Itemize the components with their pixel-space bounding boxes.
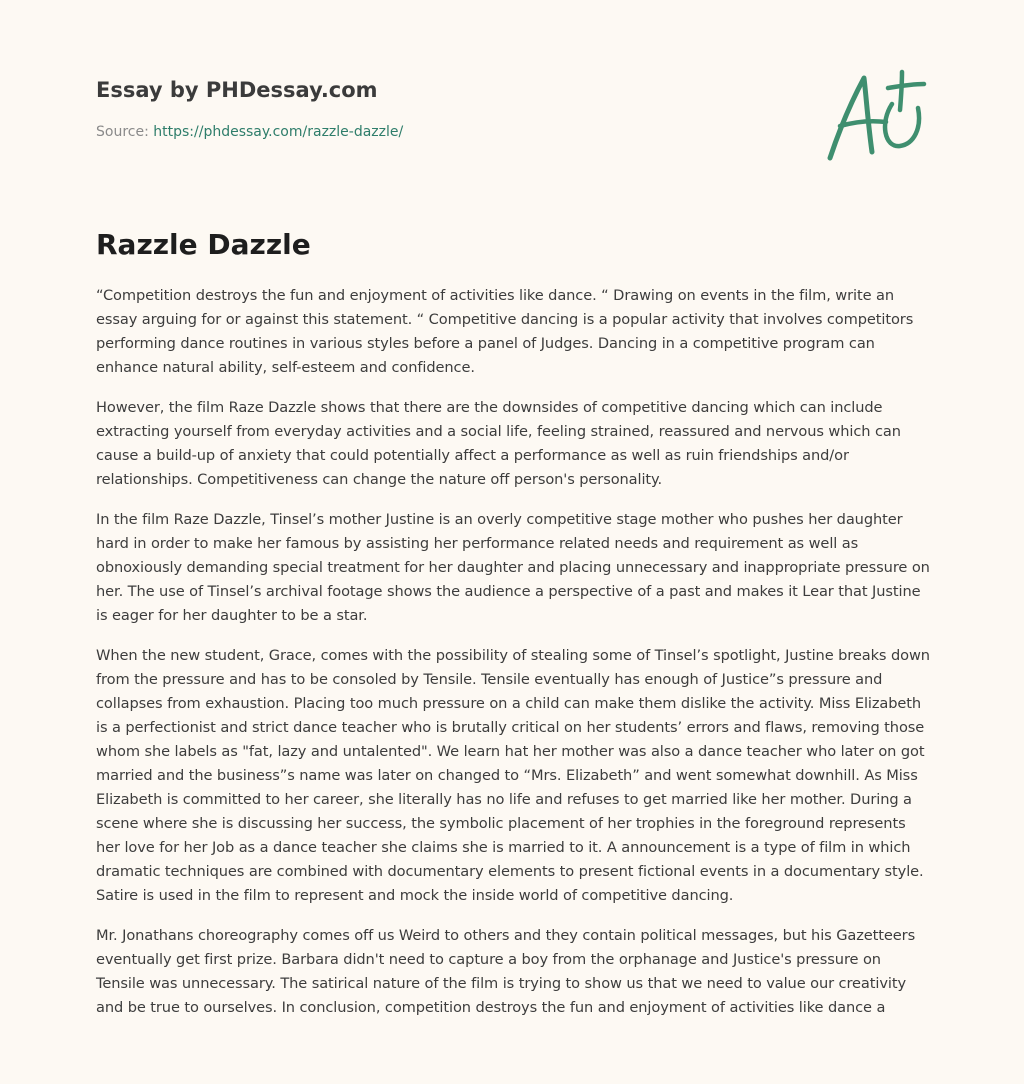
essay-paragraph: When the new student, Grace, comes with the possibility of stealing some of Tinsel’s spotlight, Justine breaks down from the pressure and has to be consoled by Tensile. Tensile eventually has enough of Justice”s pressure and collapses from exhaustion. Placing too much pressure on a child can make them dislike the activity. Miss Elizabeth is a perfectionist and strict dance teacher who is brutally critical on her students’ errors and flaws, removing those whom she labels as "fat, lazy and untalented". We learn hat her mother was also a dance teacher who later on got married and the business”s name was later on changed to “Mrs. Elizabeth” and went somewhat downhill. As Miss Elizabeth is committed to her career, she literally has no life and refuses to get married like her mother. During a scene where she is discussing her success, the symbolic placement of her trophies in the foreground represents her love for her Job as a dance teacher she claims she is married to it. A announcement is a type of film in which dramatic techniques are combined with documentary elements to present fictional events in a documentary style. Satire is used in the film to represent and mock the inside world of competitive dancing.	[96, 647, 930, 904]
source-line	[96, 122, 796, 142]
essay-paragraph: In the film Raze Dazzle, Tinsel’s mother Justine is an overly competitive stage mother who pushes her daughter hard in order to make her famous by assisting her performance related needs and requirement as well as obnoxiously demanding special treatment for her daughter and placing unnecessary and inappropriate pressure on her. The use of Tinsel’s archival footage shows the audience a perspective of a past and makes it Lear that Justine is eager for her daughter to be a star.	[96, 511, 930, 624]
site-title: Essay by PHDessay.com	[96, 78, 378, 102]
a-plus-logo-icon	[820, 64, 930, 168]
essay-paragraph: Mr. Jonathans choreography comes off us Weird to others and they contain political messages, but his Gazetteers eventually get first prize. Barbara didn't need to capture a boy from the orphanage and Justice's pressure on Tensile was unnecessary. The satirical nature of the film is trying to show us that we need to value our creativity and be true to ourselves. In conclusion, competition destroys the fun and enjoyment of activities like dance a	[96, 927, 916, 1016]
source-link[interactable]: https://phdessay.com/razzle-dazzle/	[153, 124, 404, 140]
essay-body	[96, 284, 930, 1036]
page-header	[96, 76, 796, 142]
essay-paragraph: “Competition destroys the fun and enjoyment of activities like dance. “ Drawing on events in the film, write an essay arguing for or against this statement. “ Competitive dancing is a popular activity that involves competitors performing dance routines in various styles before a panel of Judges. Dancing in a competitive program can enhance natural ability, self-esteem and confidence.	[96, 287, 914, 376]
essay-paragraph: However, the film Raze Dazzle shows that there are the downsides of competitive dancing which can include extracting yourself from everyday activities and a social life, feeling strained, reassured and nervous which can cause a build-up of anxiety that could potentially affect a performance as well as ruin friendships and/or relationships. Competitiveness can change the nature off person's personality.	[96, 399, 901, 488]
essay-title: Razzle Dazzle	[96, 228, 311, 261]
source-label: Source:	[96, 124, 154, 140]
